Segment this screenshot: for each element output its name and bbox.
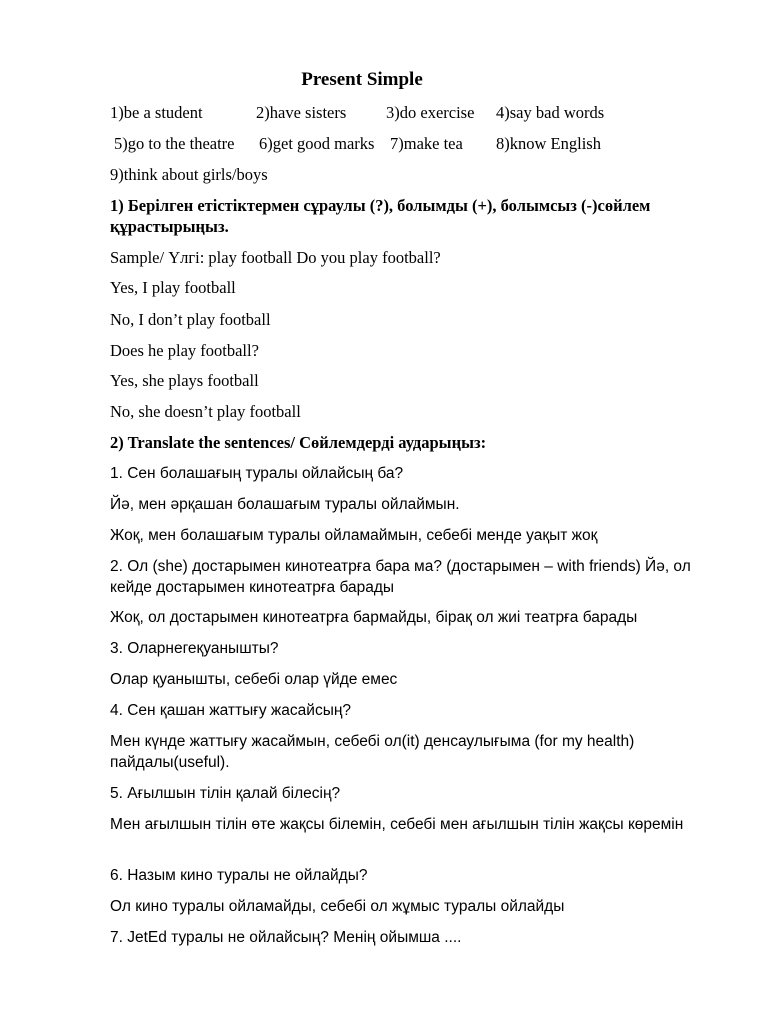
task2-line: Мен күнде жаттығу жасаймын, себебі ол(it) денсаулығыма (for my health) пайдалы(useful). [110, 733, 635, 771]
verb-item: 2)have sisters [256, 103, 347, 122]
task2-heading: 2) Translate the sentences/ Сөйлемдерді аударыңыз: [110, 433, 487, 452]
verb-item: 5)go to the theatre [114, 134, 235, 153]
verb-item: 8)know English [496, 134, 601, 153]
task1-line: No, she doesn’t play football [110, 402, 301, 421]
task2-line: Йә, мен әрқашан болашағым туралы ойлаймын. [110, 496, 460, 513]
task2-line: Жоқ, ол достарымен кинотеатрға бармайды, бірақ ол жиі театрға барады [110, 609, 638, 626]
page-title: Present Simple [301, 69, 423, 90]
task2-line: 6. Назым кино туралы не ойлайды? [110, 867, 368, 884]
verb-item: 6)get good marks [259, 134, 375, 153]
task1-line: Yes, she plays football [110, 371, 259, 390]
task2-line: Мен ағылшын тілін өте жақсы білемін, себебі мен ағылшын тілін жақсы көремін [110, 816, 684, 833]
task1-line: Yes, I play football [110, 278, 236, 297]
verb-row-3: 9)think about girls/boys [110, 165, 268, 184]
task2-line: Жоқ, мен болашағым туралы ойламаймын, себебі менде уақыт жоқ [110, 527, 598, 544]
verb-item: 4)say bad words [496, 103, 605, 122]
verb-item: 1)be a student [110, 103, 203, 122]
task2-line: 3. Оларнегеқуанышты? [110, 640, 279, 657]
task1-line: Does he play football? [110, 341, 259, 360]
verb-item: 7)make tea [390, 134, 463, 153]
task2-line: 4. Сен қашан жаттығу жасайсың? [110, 702, 352, 719]
task2-line: Ол кино туралы ойламайды, себебі ол жұмыс туралы ойлайды [110, 898, 565, 915]
task2-line: 2. Ол (she) достарымен кинотеатрға бара ма? (достарымен – with friends) Йә, ол кейде достарымен кинотеатрға барады [110, 558, 691, 596]
task2-line: Олар қуанышты, себебі олар үйде емес [110, 671, 398, 688]
task2-line: 1. Сен болашағың туралы ойлайсың ба? [110, 465, 404, 482]
task2-line: 7. JetEd туралы не ойлайсың? Менің ойымша .... [110, 929, 462, 946]
task1-line: No, I don’t play football [110, 310, 271, 329]
task1-heading: 1) Берілген етістіктермен сұраулы (?), болымды (+), болымсыз (-)сөйлем құрастырыңыз. [110, 196, 651, 236]
task1-sample: Sample/ Үлгі: play football Do you play football? [110, 248, 441, 267]
task2-line: 5. Ағылшын тілін қалай білесің? [110, 785, 341, 802]
verb-item: 3)do exercise [386, 103, 475, 122]
